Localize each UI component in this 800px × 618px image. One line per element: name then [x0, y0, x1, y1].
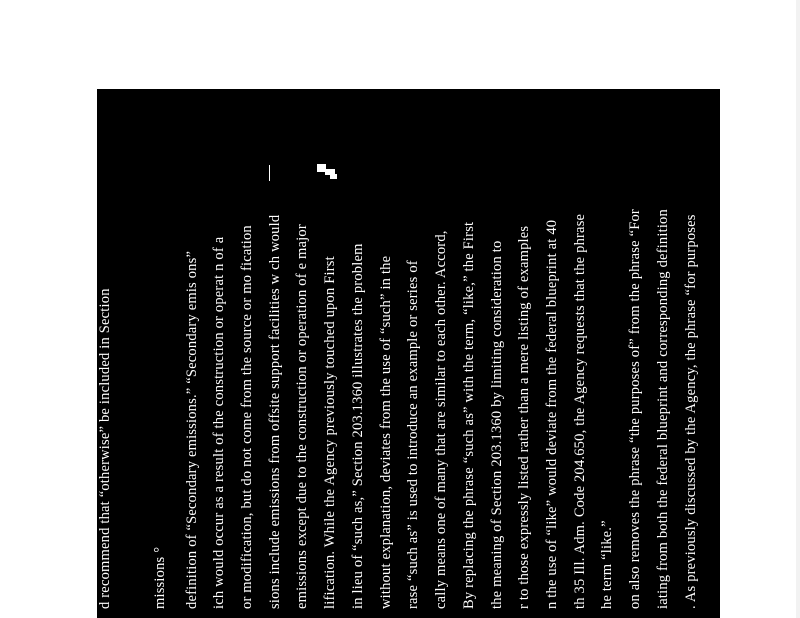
scan-artifact [330, 174, 337, 179]
text-line: missions ° [152, 546, 168, 609]
rotated-text-block [97, 89, 720, 618]
text-line: on also removes the phrase “the purposes of” from the phrase “For [627, 209, 643, 609]
text-line: rase “such as” is used to introduce an example or series of [405, 260, 421, 609]
text-line: he term “like.” [599, 520, 615, 609]
text-line: By replacing the phrase “such as” with the term, “like,” the First [461, 221, 477, 609]
text-line: th 35 Ill. Adm. Code 204.650, the Agency requests that the phrase [572, 213, 588, 609]
text-line: definition of “Secondary emissions.” “Secondary emis ons” [184, 250, 200, 609]
text-line: iating from both the federal blueprint and corresponding definition [655, 209, 671, 609]
scan-artifact [269, 165, 270, 181]
scan-edge [796, 0, 800, 618]
text-line: without explanation, deviates from the use of “such” in the [378, 255, 394, 609]
text-line: ich would occur as a result of the construction or operat n of a [211, 236, 227, 609]
text-line: . As previously discussed by the Agency, the phrase “for purposes [683, 214, 699, 609]
text-line: sions include emissions from offsite support facilities w ch would [267, 214, 283, 609]
text-line: d recommend that “otherwise” be included in Section [97, 288, 113, 609]
text-line: in lieu of “such as,” Section 203.1360 illustrates the problem [350, 243, 366, 609]
text-line: r to those expressly listed rather than a mere listing of examples [516, 225, 532, 609]
text-line: or modification, but do not come from the source or mo fication [239, 225, 255, 609]
text-line: cally means one of many that are similar to each other. Accord, [433, 230, 449, 609]
text-line: emissions except due to the construction or operation of e major [294, 224, 310, 609]
text-line: n the use of “like” would deviate from the federal blueprint at 40 [544, 219, 560, 609]
text-line: the meaning of Section 203.1360 by limiting consideration to [489, 240, 505, 609]
text-line: lification. While the Agency previously touched upon First [322, 256, 338, 609]
